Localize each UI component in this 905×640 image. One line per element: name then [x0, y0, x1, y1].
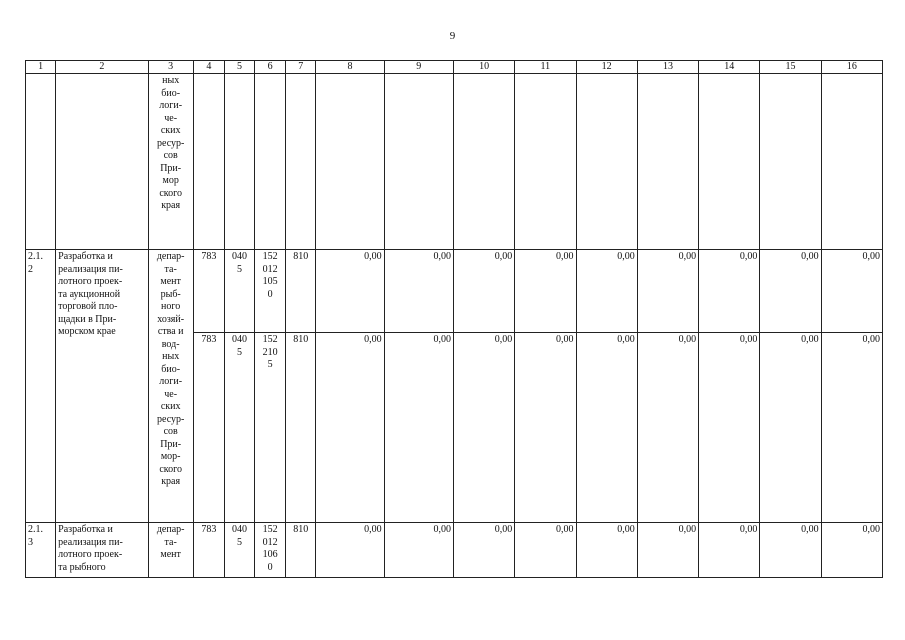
- code-cell-grbs: 783: [193, 250, 224, 333]
- header-cell: 16: [821, 61, 882, 74]
- header-cell: 9: [384, 61, 453, 74]
- table-row-2-1-3: [26, 523, 883, 578]
- value-cell: 0,00: [699, 333, 760, 523]
- value-cell: 0,00: [316, 333, 384, 523]
- table-row-continuation: [26, 74, 883, 250]
- budget-table: [25, 60, 883, 578]
- page-number: 9: [449, 30, 456, 42]
- header-cell: 14: [699, 61, 760, 74]
- activity-name-cell: Разработка и реализация пи- лотного проек- та рыбного: [56, 523, 148, 578]
- row-number-cell: 2.1. 3: [26, 523, 56, 578]
- header-cell: 7: [286, 61, 316, 74]
- table-cell: [821, 74, 882, 250]
- activity-name-cell: Разработка и реализация пи- лотного проек- та аукционной торговой пло- щадки в При- морском крае: [56, 250, 148, 523]
- header-cell: 3: [148, 61, 193, 74]
- header-cell: 2: [56, 61, 148, 74]
- code-cell-vr: 810: [286, 333, 316, 523]
- value-cell: 0,00: [316, 250, 384, 333]
- value-cell: 0,00: [515, 333, 576, 523]
- table-cell: [255, 74, 286, 250]
- table-cell: [515, 74, 576, 250]
- code-cell-vr: 810: [286, 523, 316, 578]
- table-row-2-1-2-a: [26, 250, 883, 333]
- value-cell: 0,00: [316, 523, 384, 578]
- code-cell-rzpr: 040 5: [224, 333, 254, 523]
- value-cell: 0,00: [699, 523, 760, 578]
- table-cell: [384, 74, 453, 250]
- table-cell: [453, 74, 514, 250]
- table-cell: [316, 74, 384, 250]
- value-cell: 0,00: [576, 250, 637, 333]
- value-cell: 0,00: [760, 250, 821, 333]
- value-cell: 0,00: [699, 250, 760, 333]
- table-cell: [193, 74, 224, 250]
- header-cell: 8: [316, 61, 384, 74]
- code-cell-csr: 152 210 5: [255, 333, 286, 523]
- table-header-row: [26, 61, 883, 74]
- value-cell: 0,00: [760, 523, 821, 578]
- code-cell-rzpr: 040 5: [224, 250, 254, 333]
- executor-cell: ных био- логи- че- ских ресур- сов При- мор ского края: [148, 74, 193, 250]
- value-cell: 0,00: [515, 250, 576, 333]
- value-cell: 0,00: [453, 523, 514, 578]
- table-cell: [760, 74, 821, 250]
- value-cell: 0,00: [637, 523, 698, 578]
- code-cell-rzpr: 040 5: [224, 523, 254, 578]
- value-cell: 0,00: [760, 333, 821, 523]
- table-cell: [637, 74, 698, 250]
- code-cell-grbs: 783: [193, 523, 224, 578]
- value-cell: 0,00: [576, 333, 637, 523]
- value-cell: 0,00: [384, 250, 453, 333]
- value-cell: 0,00: [384, 333, 453, 523]
- executor-cell: депар- та- мент: [148, 523, 193, 578]
- value-cell: 0,00: [637, 250, 698, 333]
- header-cell: 12: [576, 61, 637, 74]
- table-cell: [26, 74, 56, 250]
- value-cell: 0,00: [453, 250, 514, 333]
- header-cell: 1: [26, 61, 56, 74]
- value-cell: 0,00: [821, 250, 882, 333]
- header-cell: 5: [224, 61, 254, 74]
- row-number-cell: 2.1. 2: [26, 250, 56, 523]
- table-cell: [576, 74, 637, 250]
- value-cell: 0,00: [821, 333, 882, 523]
- value-cell: 0,00: [821, 523, 882, 578]
- code-cell-csr: 152 012 105 0: [255, 250, 286, 333]
- value-cell: 0,00: [576, 523, 637, 578]
- table-cell: [699, 74, 760, 250]
- table-cell: [224, 74, 254, 250]
- value-cell: 0,00: [637, 333, 698, 523]
- code-cell-csr: 152 012 106 0: [255, 523, 286, 578]
- header-cell: 13: [637, 61, 698, 74]
- executor-cell: депар- та- мент рыб- ного хозяй- ства и вод- ных био- логи- че- ских ресур- сов При- мор- ского края: [148, 250, 193, 523]
- code-cell-grbs: 783: [193, 333, 224, 523]
- value-cell: 0,00: [384, 523, 453, 578]
- header-cell: 6: [255, 61, 286, 74]
- value-cell: 0,00: [453, 333, 514, 523]
- table-cell: [56, 74, 148, 250]
- table-cell: [286, 74, 316, 250]
- header-cell: 15: [760, 61, 821, 74]
- code-cell-vr: 810: [286, 250, 316, 333]
- header-cell: 4: [193, 61, 224, 74]
- header-cell: 10: [453, 61, 514, 74]
- value-cell: 0,00: [515, 523, 576, 578]
- header-cell: 11: [515, 61, 576, 74]
